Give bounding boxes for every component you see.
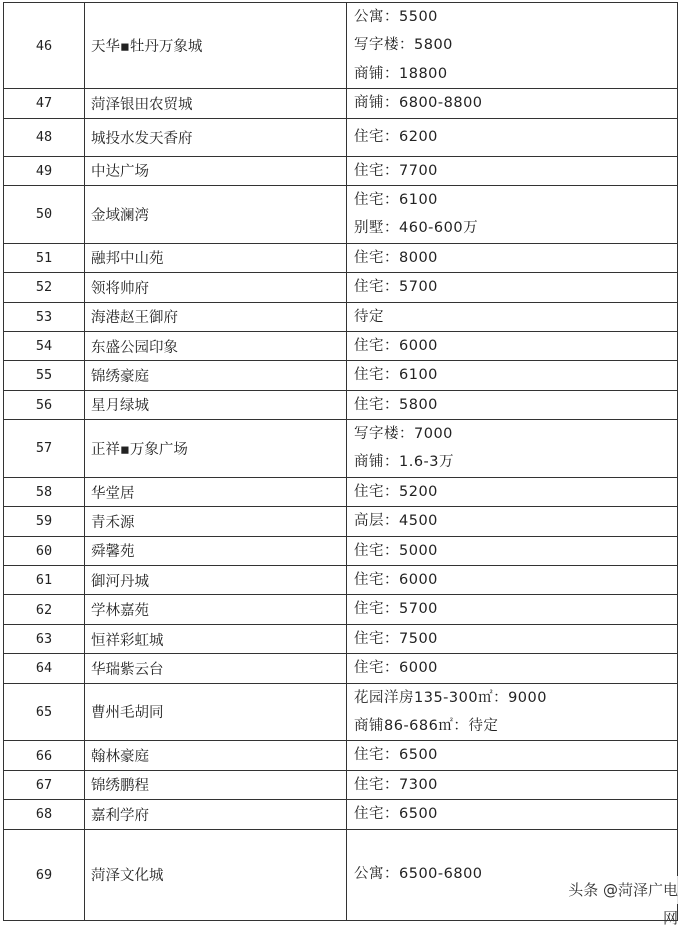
price-line: 公寓：5500 [354, 9, 438, 25]
price-cell [347, 477, 678, 506]
price-line: 住宅：5000 [354, 542, 438, 559]
row-number: 63 [4, 624, 85, 653]
row-number: 69 [4, 829, 85, 920]
table-row [4, 741, 678, 770]
price-cell [347, 566, 678, 595]
project-name: 菏泽银田农贸城 [85, 89, 347, 118]
project-name: 曹州毛胡同 [85, 683, 347, 741]
table-row [4, 89, 678, 118]
price-line: 住宅：5700 [354, 601, 438, 618]
row-number: 56 [4, 390, 85, 419]
price-line: 写字楼：5800 [354, 37, 453, 54]
project-name: 舜馨苑 [85, 536, 347, 565]
row-number: 52 [4, 273, 85, 302]
price-cell [347, 507, 678, 536]
price-cell [347, 800, 678, 829]
table-row [4, 3, 678, 89]
project-name: 青禾源 [85, 507, 347, 536]
price-line: 住宅：6100 [354, 367, 438, 384]
price-cell [347, 243, 678, 272]
project-name: 金域澜湾 [85, 185, 347, 243]
price-line: 住宅：6100 [354, 191, 438, 208]
table-row [4, 770, 678, 799]
table-row [4, 800, 678, 829]
price-cell [347, 536, 678, 565]
table-row [4, 595, 678, 624]
price-cell [347, 741, 678, 770]
watermark: 头条 @菏泽广电网 [554, 876, 678, 904]
project-name: 华堂居 [85, 477, 347, 506]
price-line: 住宅：7500 [354, 630, 438, 647]
price-cell [347, 3, 678, 89]
price-cell [347, 654, 678, 683]
row-number: 48 [4, 118, 85, 156]
table-row [4, 624, 678, 653]
row-number: 66 [4, 741, 85, 770]
row-number: 67 [4, 770, 85, 799]
project-name: 菏泽文化城 [85, 829, 347, 920]
price-line: 住宅：6500 [354, 806, 438, 823]
price-line: 住宅：5200 [354, 483, 438, 500]
price-line: 公寓：6500-6800 [354, 866, 483, 883]
price-line: 花园洋房135-300㎡：9000 [354, 689, 547, 706]
table-row [4, 361, 678, 390]
price-cell [347, 624, 678, 653]
table-row [4, 390, 678, 419]
price-cell [347, 683, 678, 741]
project-name: 海港赵王御府 [85, 302, 347, 331]
listing-table [3, 2, 678, 921]
price-line: 住宅：6000 [354, 337, 438, 354]
price-line: 商铺：6800-8800 [354, 95, 483, 112]
price-cell [347, 829, 678, 920]
row-number: 47 [4, 89, 85, 118]
table-row [4, 302, 678, 331]
table-row [4, 477, 678, 506]
price-line: 待定 [354, 308, 384, 325]
project-name: 融邦中山苑 [85, 243, 347, 272]
price-line: 住宅：5800 [354, 396, 438, 413]
price-cell [347, 89, 678, 118]
row-number: 46 [4, 3, 85, 89]
row-number: 51 [4, 243, 85, 272]
price-line: 住宅：6000 [354, 572, 438, 589]
row-number: 64 [4, 654, 85, 683]
project-name: 正祥▪万象广场 [85, 420, 347, 478]
row-number: 65 [4, 683, 85, 741]
project-name: 御河丹城 [85, 566, 347, 595]
table-row [4, 829, 678, 920]
row-number: 61 [4, 566, 85, 595]
price-line: 住宅：8000 [354, 249, 438, 266]
project-name: 嘉利学府 [85, 800, 347, 829]
table-row [4, 536, 678, 565]
project-name: 东盛公园印象 [85, 331, 347, 360]
price-line: 写字楼：7000 [354, 426, 453, 443]
project-name: 华瑞紫云台 [85, 654, 347, 683]
row-number: 53 [4, 302, 85, 331]
table-row [4, 156, 678, 185]
project-name: 翰林豪庭 [85, 741, 347, 770]
price-cell [347, 361, 678, 390]
table-row [4, 420, 678, 478]
price-line: 住宅：6200 [354, 128, 438, 145]
price-cell [347, 118, 678, 156]
price-line: 住宅：7300 [354, 776, 438, 793]
table-row [4, 185, 678, 243]
price-cell [347, 595, 678, 624]
row-number: 50 [4, 185, 85, 243]
price-cell [347, 420, 678, 478]
price-cell [347, 390, 678, 419]
price-line: 高层：4500 [354, 513, 438, 530]
price-line: 住宅：7700 [354, 162, 438, 179]
table-row [4, 566, 678, 595]
price-cell [347, 770, 678, 799]
table-row [4, 507, 678, 536]
project-name: 领将帅府 [85, 273, 347, 302]
price-line: 商铺86-686㎡：待定 [354, 717, 499, 734]
row-number: 59 [4, 507, 85, 536]
table-row [4, 654, 678, 683]
price-cell [347, 302, 678, 331]
table-row [4, 243, 678, 272]
price-line: 别墅：460-600万 [354, 220, 479, 237]
price-line: 住宅：6000 [354, 660, 438, 677]
project-name: 锦绣豪庭 [85, 361, 347, 390]
table-row [4, 331, 678, 360]
row-number: 58 [4, 477, 85, 506]
price-cell [347, 331, 678, 360]
row-number: 57 [4, 420, 85, 478]
row-number: 55 [4, 361, 85, 390]
project-name: 城投水发天香府 [85, 118, 347, 156]
project-name: 星月绿城 [85, 390, 347, 419]
price-line: 住宅：6500 [354, 747, 438, 764]
price-line: 商铺：18800 [354, 65, 448, 82]
row-number: 54 [4, 331, 85, 360]
price-cell [347, 185, 678, 243]
row-number: 49 [4, 156, 85, 185]
row-number: 60 [4, 536, 85, 565]
row-number: 68 [4, 800, 85, 829]
project-name: 中达广场 [85, 156, 347, 185]
price-line: 住宅：5700 [354, 279, 438, 296]
table-row [4, 273, 678, 302]
project-name: 锦绣鹏程 [85, 770, 347, 799]
listing-table-body [4, 3, 678, 921]
price-cell [347, 156, 678, 185]
project-name: 天华▪牡丹万象城 [85, 3, 347, 89]
price-line: 商铺：1.6-3万 [354, 454, 455, 471]
row-number: 62 [4, 595, 85, 624]
table-row [4, 683, 678, 741]
project-name: 恒祥彩虹城 [85, 624, 347, 653]
project-name: 学林嘉苑 [85, 595, 347, 624]
table-row [4, 118, 678, 156]
price-cell [347, 273, 678, 302]
